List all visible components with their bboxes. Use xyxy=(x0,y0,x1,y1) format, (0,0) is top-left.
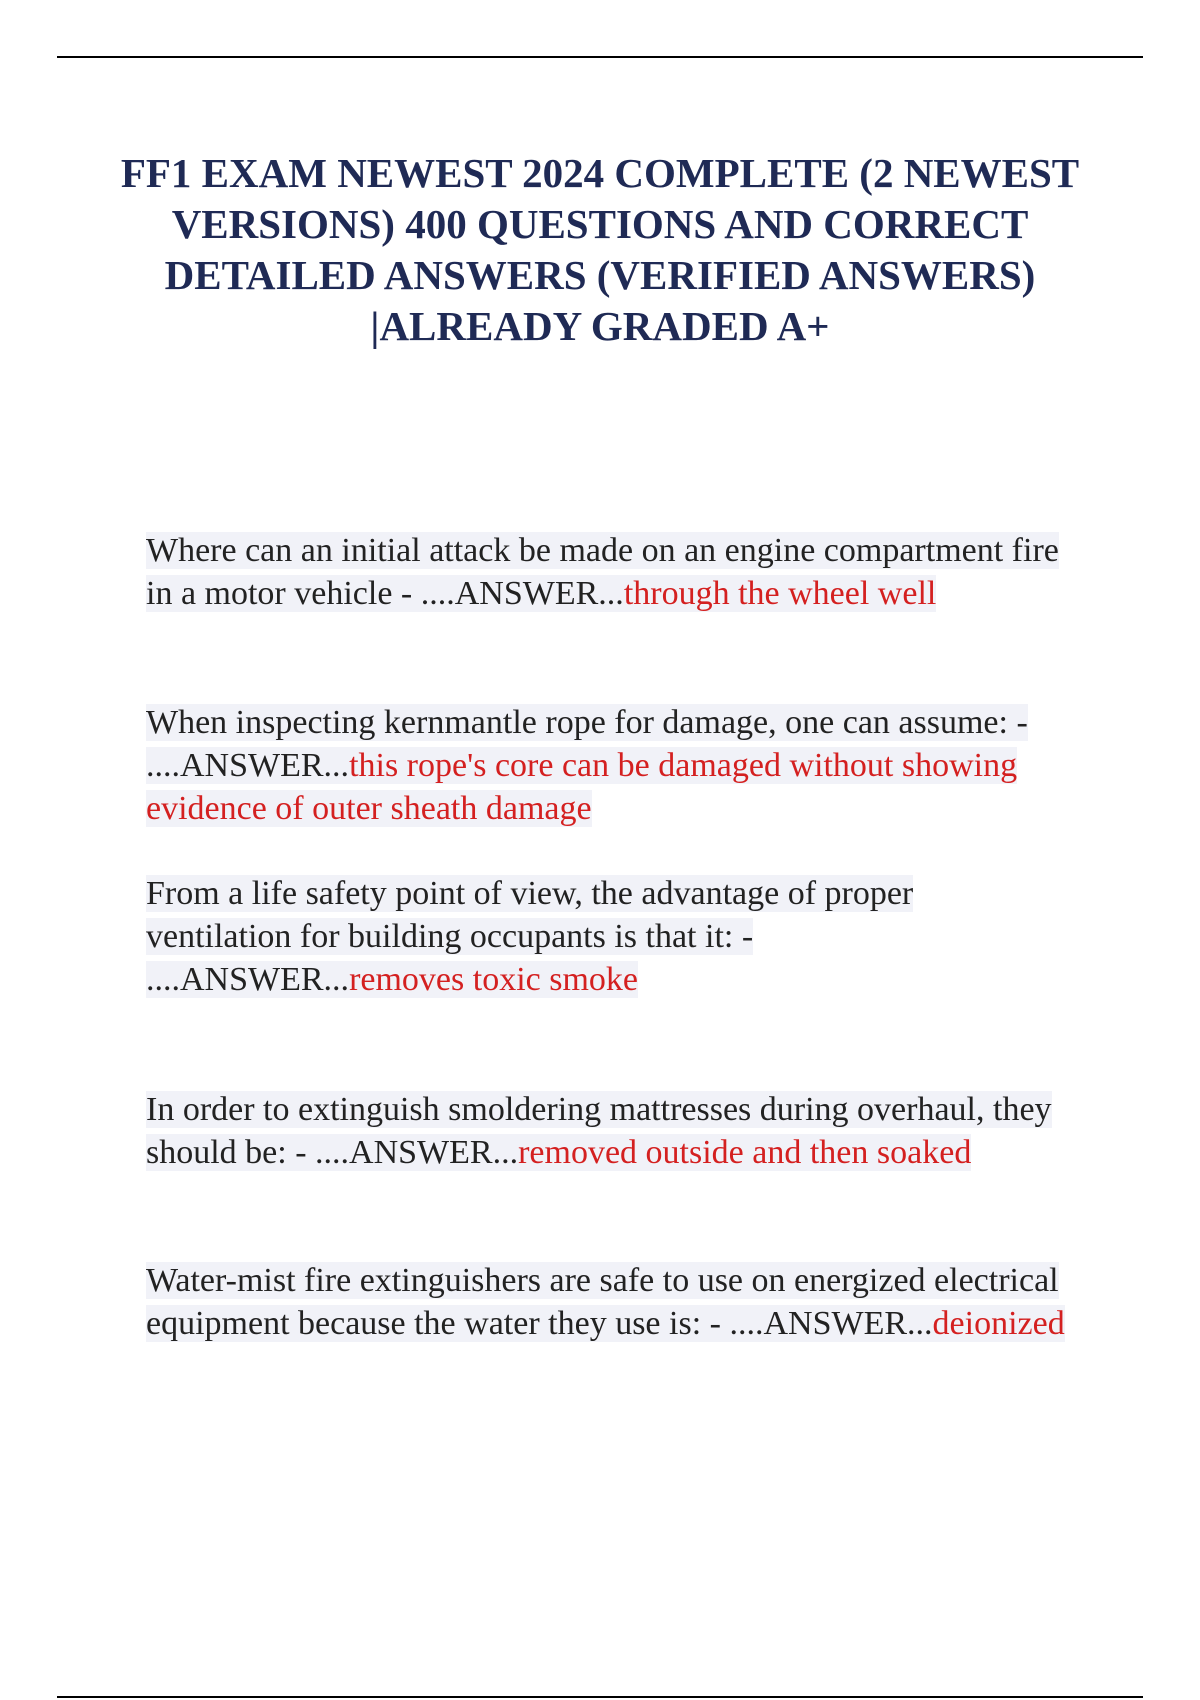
qa-highlight xyxy=(146,704,1028,827)
qa-highlight xyxy=(146,1262,1065,1342)
qa-item xyxy=(146,1259,1066,1345)
answer-marker: - ....ANSWER... xyxy=(286,1134,519,1171)
answer-text: this rope's core can be damaged without showing evidence of outer sheath damage xyxy=(146,747,1018,827)
question-text: From a life safety point of view, the advantage of proper ventilation for building occupants is that it: xyxy=(146,875,914,955)
question-text: In order to extinguish smoldering mattresses during overhaul, they should be: xyxy=(146,1091,1052,1171)
qa-item xyxy=(146,701,1066,830)
answer-text: removed outside and then soaked xyxy=(518,1134,972,1171)
answer-text: removes toxic smoke xyxy=(349,961,638,998)
qa-highlight xyxy=(146,1091,1052,1171)
answer-marker: - ....ANSWER... xyxy=(146,918,754,998)
qa-item xyxy=(146,1088,1066,1174)
qa-highlight xyxy=(146,875,913,998)
answer-marker: - ....ANSWER... xyxy=(701,1305,933,1342)
qa-item xyxy=(146,529,1066,615)
document-title: FF1 EXAM NEWEST 2024 COMPLETE (2 NEWEST VERSIONS) 400 QUESTIONS AND CORRECT DETAILED ANSWERS (VERIFIED ANSWERS) |ALREADY GRADED A+ xyxy=(120,150,1080,349)
answer-text: deionized xyxy=(932,1305,1065,1342)
qa-item xyxy=(146,872,1066,1001)
answer-marker: - ....ANSWER... xyxy=(146,704,1028,784)
bottom-divider xyxy=(57,1696,1143,1698)
question-text: Where can an initial attack be made on an engine compartment fire in a motor vehicle xyxy=(146,532,1059,612)
question-text: Water-mist fire extinguishers are safe to use on energized electrical equipment because the water they use is: xyxy=(146,1262,1059,1342)
top-divider xyxy=(57,56,1143,58)
question-text: When inspecting kernmantle rope for damage, one can assume: xyxy=(146,704,1008,741)
answer-text: through the wheel well xyxy=(623,575,937,612)
qa-highlight xyxy=(146,532,1059,612)
answer-marker: - ....ANSWER... xyxy=(392,575,624,612)
